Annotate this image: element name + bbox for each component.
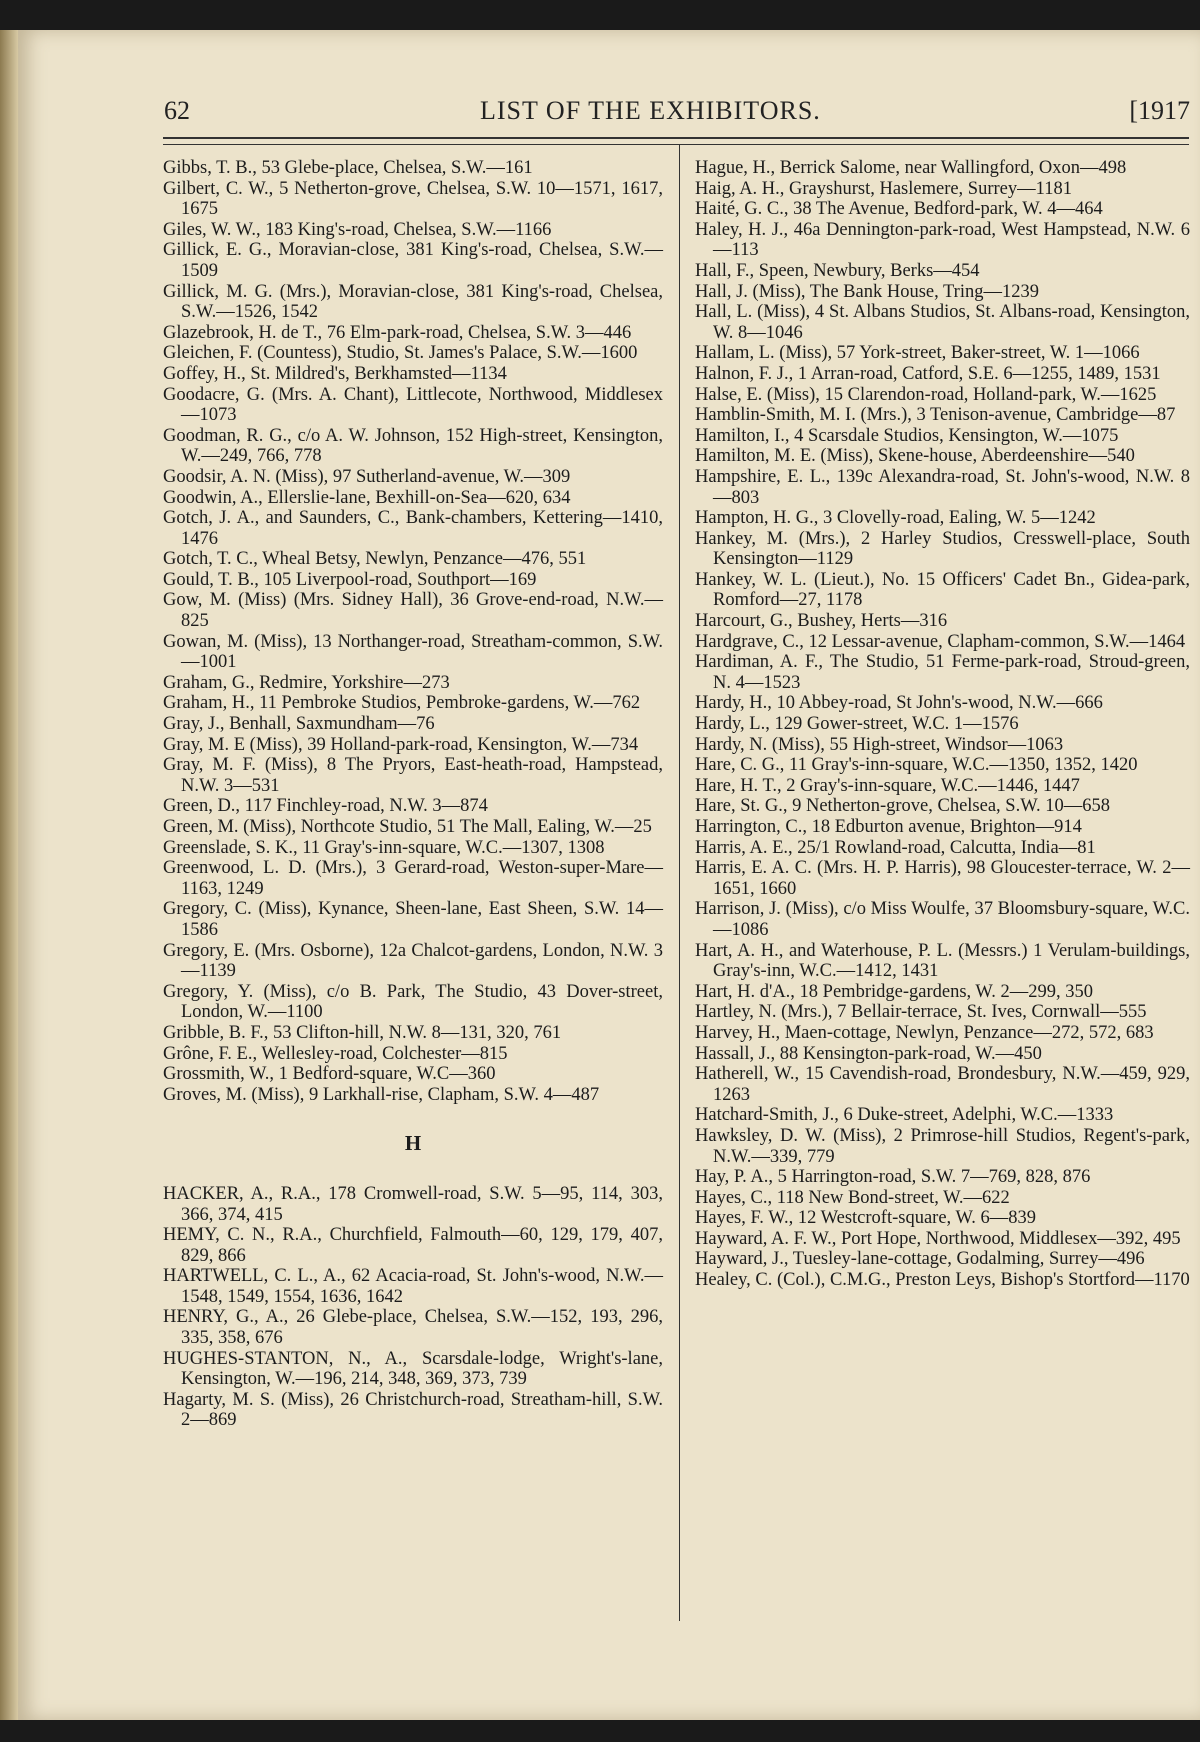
section-letter-h: H <box>404 1131 422 1156</box>
exhibitor-entry: Hamilton, I., 4 Scarsdale Studios, Kensington, W.—1075 <box>695 425 1119 446</box>
entries-g-list <box>163 158 663 1105</box>
exhibitor-entry: Graham, G., Redmire, Yorkshire—273 <box>163 672 450 693</box>
exhibitor-entry: Gribble, B. F., 53 Clifton-hill, N.W. 8—131, 320, 761 <box>163 1022 562 1043</box>
exhibitor-entry: Goodsir, A. N. (Miss), 97 Sutherland-avenue, W.—309 <box>163 466 571 487</box>
exhibitor-entry: Harcourt, G., Bushey, Herts—316 <box>695 611 948 632</box>
exhibitor-entry: Halnon, F. J., 1 Arran-road, Catford, S.E. 6—1255, 1489, 1531 <box>695 363 1161 384</box>
exhibitor-entry: Goodwin, A., Ellerslie-lane, Bexhill-on-Sea—620, 634 <box>163 487 571 508</box>
exhibitor-entry: Hagarty, M. S. (Miss), 26 Christchurch-road, Streatham-hill, S.W. 2—869 <box>163 1389 663 1431</box>
exhibitor-entry: Hassall, J., 88 Kensington-park-road, W.—450 <box>695 1043 1042 1064</box>
exhibitor-entry: Hallam, L. (Miss), 57 York-street, Baker-street, W. 1—1066 <box>695 343 1140 364</box>
exhibitor-entry: Gowan, M. (Miss), 13 Northanger-road, Streatham-common, S.W.—1001 <box>163 631 663 673</box>
exhibitor-entry: Giles, W. W., 183 King's-road, Chelsea, S.W.—1166 <box>163 219 552 240</box>
exhibitor-entry: Hare, H. T., 2 Gray's-inn-square, W.C.—1446, 1447 <box>695 775 1080 796</box>
entries-h-list <box>163 1184 663 1431</box>
exhibitor-entry: Greenslade, S. K., 11 Gray's-inn-square, W.C.—1307, 1308 <box>163 837 605 858</box>
exhibitor-entry: Greenwood, L. D. (Mrs.), 3 Gerard-road, Weston-super-Mare—1163, 1249 <box>163 858 663 899</box>
page-year: [1917 <box>1129 96 1190 125</box>
exhibitor-entry: Hart, A. H., and Waterhouse, P. L. (Messrs.) 1 Verulam-buildings, Gray's-inn, W.C.—1412, 1431 <box>695 940 1190 982</box>
exhibitor-entry: Hayward, J., Tuesley-lane-cottage, Godalming, Surrey—496 <box>695 1249 1145 1270</box>
exhibitor-entry: Haité, G. C., 38 The Avenue, Bedford-park, W. 4—464 <box>695 199 1103 220</box>
exhibitor-entry: Hardy, N. (Miss), 55 High-street, Windsor—1063 <box>695 734 1064 755</box>
exhibitor-entry: Gow, M. (Miss) (Mrs. Sidney Hall), 36 Grove-end-road, N.W.—825 <box>163 590 663 632</box>
exhibitor-entry: Gotch, T. C., Wheal Betsy, Newlyn, Penzance—476, 551 <box>163 549 587 570</box>
exhibitor-entry: HENRY, G., A., 26 Glebe-place, Chelsea, S.W.—152, 193, 296, 335, 358, 676 <box>163 1307 663 1349</box>
exhibitor-entry: Gray, M. E (Miss), 39 Holland-park-road, Kensington, W.—734 <box>163 734 639 755</box>
exhibitor-entry: Gregory, E. (Mrs. Osborne), 12a Chalcot-gardens, London, N.W. 3—1139 <box>163 940 663 982</box>
exhibitor-entry: HACKER, A., R.A., 178 Cromwell-road, S.W. 5—95, 114, 303, 366, 374, 415 <box>163 1183 663 1225</box>
exhibitor-entry: Goodman, R. G., c/o A. W. Johnson, 152 High-street, Kensington, W.—249, 766, 778 <box>163 425 663 467</box>
exhibitor-entry: HEMY, C. N., R.A., Churchfield, Falmouth—60, 129, 179, 407, 829, 866 <box>163 1225 663 1266</box>
exhibitor-entry: Harrison, J. (Miss), c/o Miss Woulfe, 37 Bloomsbury-square, W.C.—1086 <box>695 899 1190 940</box>
exhibitor-entry: Gotch, J. A., and Saunders, C., Bank-chambers, Kettering—1410, 1476 <box>163 508 663 549</box>
exhibitor-entry: Hare, C. G., 11 Gray's-inn-square, W.C.—1350, 1352, 1420 <box>695 755 1138 776</box>
exhibitor-entry: Hankey, M. (Mrs.), 2 Harley Studios, Cresswell-place, South Kensington—1129 <box>695 528 1190 570</box>
exhibitor-entry: HUGHES-STANTON, N., A., Scarsdale-lodge, Wright's-lane, Kensington, W.—196, 214, 348, 369, 373, 739 <box>163 1348 663 1390</box>
exhibitor-entry: Hamilton, M. E. (Miss), Skene-house, Aberdeenshire—540 <box>695 446 1135 467</box>
exhibitor-entry: Gray, J., Benhall, Saxmundham—76 <box>163 714 435 735</box>
exhibitor-entry: Hartley, N. (Mrs.), 7 Bellair-terrace, St. Ives, Cornwall—555 <box>695 1002 1147 1023</box>
page-header <box>160 92 1190 132</box>
exhibitor-entry: Grossmith, W., 1 Bedford-square, W.C—360 <box>163 1064 496 1085</box>
exhibitor-entry: Hankey, W. L. (Lieut.), No. 15 Officers' Cadet Bn., Gidea-park, Romford—27, 1178 <box>695 569 1190 611</box>
page-title: LIST OF THE EXHIBITORS. <box>480 96 821 125</box>
exhibitor-entry: Green, M. (Miss), Northcote Studio, 51 The Mall, Ealing, W.—25 <box>163 817 652 837</box>
exhibitor-entry: Grône, F. E., Wellesley-road, Colchester—815 <box>163 1043 508 1064</box>
exhibitor-entry: Haig, A. H., Grayshurst, Haslemere, Surrey—1181 <box>695 178 1072 199</box>
exhibitor-entry: HARTWELL, C. L., A., 62 Acacia-road, St. John's-wood, N.W.—1548, 1549, 1554, 1636, 1642 <box>163 1266 663 1307</box>
exhibitor-entry: Hay, P. A., 5 Harrington-road, S.W. 7—769, 828, 876 <box>695 1167 1091 1188</box>
exhibitor-entry: Hall, L. (Miss), 4 St. Albans Studios, St. Albans-road, Kensington, W. 8—1046 <box>695 302 1190 343</box>
exhibitor-entry: Harris, A. E., 25/1 Rowland-road, Calcutta, India—81 <box>695 837 1096 858</box>
exhibitor-entry: Hatherell, W., 15 Cavendish-road, Brondesbury, N.W.—459, 929, 1263 <box>695 1064 1190 1105</box>
exhibitor-entry: Groves, M. (Miss), 9 Larkhall-rise, Clapham, S.W. 4—487 <box>163 1084 600 1105</box>
exhibitor-entry: Harvey, H., Maen-cottage, Newlyn, Penzance—272, 572, 683 <box>695 1022 1154 1043</box>
exhibitor-entry: Hawksley, D. W. (Miss), 2 Primrose-hill Studios, Regent's-park, N.W.—339, 779 <box>695 1125 1190 1167</box>
exhibitor-entry: Hall, F., Speen, Newbury, Berks—454 <box>695 260 980 281</box>
exhibitor-entry: Goffey, H., St. Mildred's, Berkhamsted—1134 <box>163 363 507 384</box>
exhibitor-entry: Hall, J. (Miss), The Bank House, Tring—1239 <box>695 281 1039 302</box>
exhibitor-entry: Gilbert, C. W., 5 Netherton-grove, Chelsea, S.W. 10—1571, 1617, 1675 <box>163 178 663 220</box>
exhibitor-entry: Hardgrave, C., 12 Lessar-avenue, Clapham-common, S.W.—1464 <box>695 631 1186 652</box>
column-divider <box>679 145 680 1621</box>
exhibitor-entry: Gillick, E. G., Moravian-close, 381 King's-road, Chelsea, S.W.—1509 <box>163 240 663 281</box>
exhibitor-entry: Haley, H. J., 46a Dennington-park-road, West Hampstead, N.W. 6—113 <box>695 219 1190 261</box>
page-number: 62 <box>164 96 190 125</box>
exhibitor-entry: Hayward, A. F. W., Port Hope, Northwood, Middlesex—392, 495 <box>695 1228 1181 1249</box>
left-column <box>163 158 663 1431</box>
exhibitor-entry: Hampshire, E. L., 139c Alexandra-road, St. John's-wood, N.W. 8—803 <box>695 466 1190 508</box>
exhibitor-entry: Hamblin-Smith, M. I. (Mrs.), 3 Tenison-avenue, Cambridge—87 <box>695 405 1176 426</box>
exhibitor-entry: Harrington, C., 18 Edburton avenue, Brighton—914 <box>695 817 1082 837</box>
exhibitor-entry: Gillick, M. G. (Mrs.), Moravian-close, 381 King's-road, Chelsea, S.W.—1526, 1542 <box>163 281 663 323</box>
exhibitor-entry: Healey, C. (Col.), C.M.G., Preston Leys, Bishop's Stortford—1170 <box>695 1270 1190 1291</box>
exhibitor-entry: Graham, H., 11 Pembroke Studios, Pembroke-gardens, W.—762 <box>163 693 641 714</box>
exhibitor-entry: Hatchard-Smith, J., 6 Duke-street, Adelphi, W.C.—1333 <box>695 1105 1114 1126</box>
exhibitor-entry: Harris, E. A. C. (Mrs. H. P. Harris), 98 Gloucester-terrace, W. 2—1651, 1660 <box>695 858 1190 899</box>
exhibitor-entry: Hayes, F. W., 12 Westcroft-square, W. 6—839 <box>695 1208 1036 1229</box>
exhibitor-entry: Gray, M. F. (Miss), 8 The Pryors, East-heath-road, Hampstead, N.W. 3—531 <box>163 755 663 796</box>
exhibitor-entry: Hague, H., Berrick Salome, near Wallingford, Oxon—498 <box>695 158 1127 178</box>
exhibitor-entry: Hardy, L., 129 Gower-street, W.C. 1—1576 <box>695 714 1019 735</box>
exhibitor-entry: Glazebrook, H. de T., 76 Elm-park-road, Chelsea, S.W. 3—446 <box>163 322 632 343</box>
entries-right-list <box>695 158 1190 1291</box>
exhibitor-entry: Goodacre, G. (Mrs. A. Chant), Littlecote, Northwood, Middlesex—1073 <box>163 384 663 426</box>
exhibitor-entry: Hardy, H., 10 Abbey-road, St John's-wood, N.W.—666 <box>695 693 1103 714</box>
header-rule <box>163 137 1189 145</box>
right-column <box>695 158 1190 1291</box>
exhibitor-entry: Gleichen, F. (Countess), Studio, St. James's Palace, S.W.—1600 <box>163 343 638 364</box>
exhibitor-entry: Hardiman, A. F., The Studio, 51 Ferme-park-road, Stroud-green, N. 4—1523 <box>695 652 1190 693</box>
exhibitor-entry: Hart, H. d'A., 18 Pembridge-gardens, W. 2—299, 350 <box>695 981 1093 1002</box>
exhibitor-entry: Gibbs, T. B., 53 Glebe-place, Chelsea, S.W.—161 <box>163 158 533 178</box>
exhibitor-entry: Halse, E. (Miss), 15 Clarendon-road, Holland-park, W.—1625 <box>695 384 1157 405</box>
exhibitor-entry: Hampton, H. G., 3 Clovelly-road, Ealing, W. 5—1242 <box>695 508 1096 529</box>
exhibitor-entry: Hare, St. G., 9 Netherton-grove, Chelsea, S.W. 10—658 <box>695 796 1110 817</box>
exhibitor-entry: Hayes, C., 118 New Bond-street, W.—622 <box>695 1187 1010 1208</box>
exhibitor-entry: Gregory, Y. (Miss), c/o B. Park, The Studio, 43 Dover-street, London, W.—1100 <box>163 981 663 1023</box>
exhibitor-entry: Green, D., 117 Finchley-road, N.W. 3—874 <box>163 796 488 817</box>
exhibitor-entry: Gould, T. B., 105 Liverpool-road, Southport—169 <box>163 569 537 590</box>
exhibitor-entry: Gregory, C. (Miss), Kynance, Sheen-lane, East Sheen, S.W. 14—1586 <box>163 899 663 940</box>
